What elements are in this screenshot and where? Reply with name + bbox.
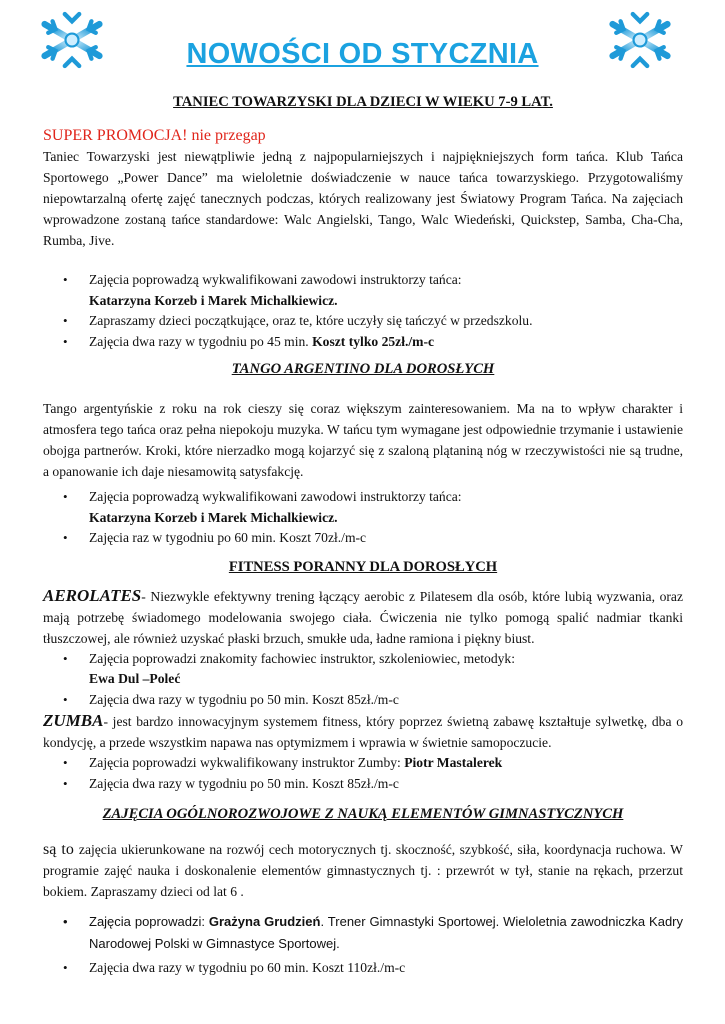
list-item: • Zajęcia dwa razy w tygodniu po 50 min. Koszt 85zł./m-c [43, 690, 683, 711]
aerolates-list [43, 649, 683, 711]
tango-paragraph: Tango argentyńskie z roku na rok cieszy się coraz większym zainteresowaniem. Ma na to wpływ charakter i atmosfera tego tańca oraz pełna niepokoju muzyka. W tańcu tym wymagane jest odpowiednie trzymanie i ustawienie obojga partnerów. Kroki, które nierzadko mogą kojarzyć się z szaloną plątaniną nóg w rzeczywistości nie są trudne, a opanowanie ich daje niesamowitą satysfakcję. [43, 401, 683, 479]
instructor-names: Ewa Dul –Poleć [89, 671, 181, 686]
list-item: • Zapraszamy dzieci początkujące, oraz te, które uczyły się tańczyć w przedszkolu. [43, 311, 683, 332]
list-item: • Zajęcia dwa razy w tygodniu po 60 min. Koszt 110zł./m-c [43, 958, 683, 979]
aerolates-title: AEROLATES [43, 585, 142, 605]
list-item: • Zajęcia poprowadzą wykwalifikowani zawodowi instruktorzy tańca: Katarzyna Korzeb i Marek Michalkiewicz. [43, 270, 683, 311]
instructor-names: Katarzyna Korzeb i Marek Michalkiewicz. [89, 292, 338, 308]
gymnastics-paragraph: są to zajęcia ukierunkowane na rozwój cech motorycznych tj. skoczność, szybkość, siła, koordynacja ruchowa. W programie zajęć nauka i doskonalenie elementów gimnastycznych tj. : przewrót w tył, stanie na rękach, przerzut bokiem. Zapraszamy dzieci od lat 6 . [43, 841, 683, 899]
section-heading-gymnastics: ZAJĘCIA OGÓLNOROZWOJOWE Z NAUKĄ ELEMENTÓW GIMNASTYCZNYCH [102, 806, 624, 822]
gymnastics-list [43, 911, 683, 979]
zumba-paragraph: ZUMBA- jest bardzo innowacyjnym systemem fitness, który poprzez świetną zabawę kształtuje sylwetkę, dba o kondycję, a przede wszystkim napawa nas optymizmem i wprawia w świetnie samopoczucie. [43, 711, 683, 750]
list-item: • Zajęcia poprowadzi znakomity fachowiec instruktor, szkoleniowiec, metodyk: Ewa Dul –Poleć [43, 649, 683, 690]
zumba-title: ZUMBA [43, 711, 104, 730]
section-heading-ballroom: TANIEC TOWARZYSKI DLA DZIECI W WIEKU 7-9 LAT. [173, 94, 553, 110]
list-item: • Zajęcia poprowadzi wykwalifikowany instruktor Zumby: Piotr Mastalerek [43, 753, 683, 774]
aerolates-paragraph: AEROLATES- Niezwykle efektywny trening łączący aerobic z Pilatesem dla osób, które lubią wyzwania, oraz mają potrzebę świadomego modelowania swojego ciała. Ćwiczenia nie tylko pomogą spalić nadmiar tkanki tłuszczowej, ale również uzyskać płaski brzuch, smukłe uda, ładne ramiona i piękny biust. [43, 585, 683, 646]
document-body [43, 94, 683, 979]
list-item: • Zajęcia dwa razy w tygodniu po 50 min. Koszt 85zł./m-c [43, 774, 683, 795]
page-title: NOWOŚCI OD STYCZNIA [186, 38, 539, 70]
tango-list [43, 487, 683, 549]
ballroom-list [43, 270, 683, 352]
section-heading-tango: TANGO ARGENTINO DLA DOROSŁYCH [231, 361, 495, 377]
list-item: • Zajęcia raz w tygodniu po 60 min. Koszt 70zł./m-c [43, 528, 683, 549]
list-item: • Zajęcia dwa razy w tygodniu po 45 min. Koszt tylko 25zł./m-c [43, 332, 683, 353]
list-item: • Zajęcia poprowadzą wykwalifikowani zawodowi instruktorzy tańca: Katarzyna Korzeb i Marek Michalkiewicz. [43, 487, 683, 528]
instructor-names: Grażyna Grudzień [208, 914, 321, 929]
instructor-names: Katarzyna Korzeb i Marek Michalkiewicz. [89, 509, 338, 525]
list-item: • Zajęcia poprowadzi: Grażyna Grudzień. Trener Gimnastyki Sportowej. Wieloletnia zawodniczka Kadry Narodowej Polski w Gimnastyce Sportowej. [43, 911, 683, 955]
ballroom-paragraph: Taniec Towarzyski jest niewątpliwie jedną z najpopularniejszych i najpiękniejszych form tańca. Klub Tańca Sportowego „Power Dance” ma wieloletnie doświadczenie w nauce tańca towarzyskiego. Przygotowaliśmy niepowtarzalną ofertę zajęć tanecznych podczas, których realizowany jest Światowy Program Tańca. Na zajęciach wprowadzone zostaną tańce standardowe: Walc Angielski, Tango, Walc Wiedeński, Quickstep, Samba, Cha-Cha, Rumba, Jive. [43, 149, 683, 248]
instructor-names: Piotr Mastalerek [404, 755, 503, 770]
zumba-list [43, 753, 683, 794]
promo-text: SUPER PROMOCJA! nie przegap [43, 127, 266, 144]
section-heading-fitness: FITNESS PORANNY DLA DOROSŁYCH [228, 558, 498, 575]
price: Koszt tylko 25zł./m-c [312, 333, 435, 349]
